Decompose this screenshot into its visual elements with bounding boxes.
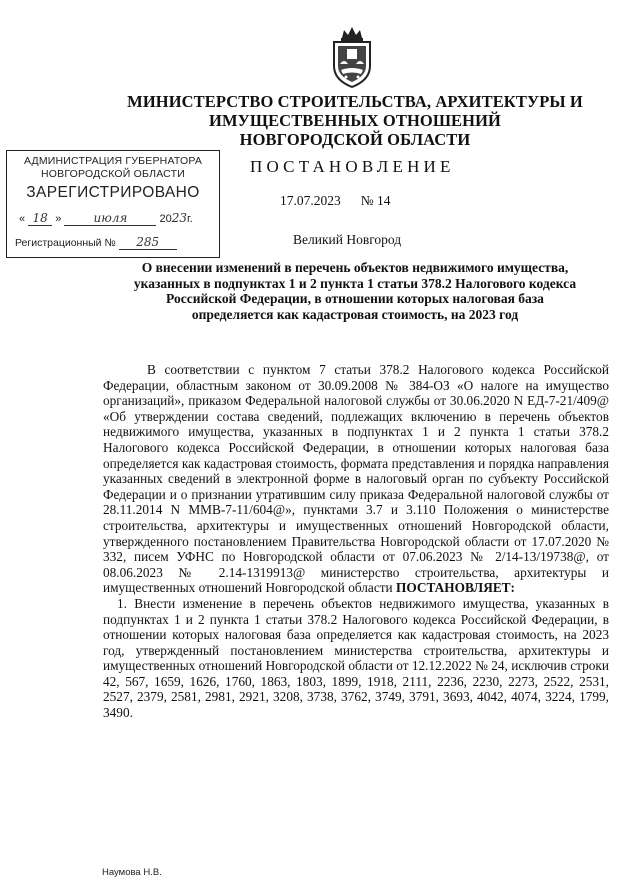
stamp-reg-number: 285 bbox=[119, 235, 177, 250]
stamp-reg-label: Регистрационный № bbox=[15, 237, 116, 249]
subject-line-1: О внесении изменений в перечень объектов недвижимого имущества, bbox=[141, 260, 569, 275]
document-date: 17.07.2023 bbox=[280, 193, 341, 208]
registration-stamp bbox=[6, 150, 220, 258]
ministry-line-1: МИНИСТЕРСТВО СТРОИТЕЛЬСТВА, АРХИТЕКТУРЫ И bbox=[127, 92, 583, 111]
document-date-number bbox=[280, 193, 411, 209]
stamp-quote-close: » bbox=[55, 213, 62, 225]
preamble-text: В соответствии с пунктом 7 статьи 378.2 Налогового кодекса Российской Федерации, областным законом от 30.09.2008 № 384-ОЗ «О налоге на имущество организаций», приказом Федеральной налоговой службы от 30.06.2020 N ЕД-7-21/409@ «Об утверждении состава сведений, подлежащих включению в перечень объектов недвижимого имущества, указанных в подпунктах 1 и 2 пункта 1 статьи 378.2 Налогового кодекса Российской Федерации, в отношении которых налоговая база определяется как кадастровая стоимость, формата представления и порядка направления указанных сведений в электронной форме в налоговый орган по субъекту Российской Федерации и о признании утратившим силу приказа Федеральной налоговой службы от 28.11.2014 N ММВ-7-11/604@», пунктами 3.7 и 3.110 Положения о министерстве строительства, архитектуры и имущественных отношений Новгородской области, утвержденного постановлением Правительства Новгородской области от 17.07.2020 № 332, писем УФНС по Новгородской области от 07.06.2023 № 2/14-13/19738@, от 08.06.2023 № 2.14-1319913@ министерство строительства, архитектуры и имущественных отношений Новгородской области bbox=[103, 362, 609, 596]
ministry-line-3: НОВГОРОДСКОЙ ОБЛАСТИ bbox=[239, 130, 471, 149]
coat-of-arms-icon bbox=[326, 24, 378, 90]
document-number: № 14 bbox=[360, 193, 391, 208]
stamp-year-suffix: 23 bbox=[171, 211, 188, 225]
resolves-word: ПОСТАНОВЛЯЕТ: bbox=[396, 580, 515, 596]
executor-name: Наумова Н.В. bbox=[102, 867, 162, 878]
stamp-quote-open: « bbox=[19, 213, 26, 225]
document-place: Великий Новгород bbox=[293, 232, 402, 247]
stamp-org bbox=[7, 155, 219, 181]
ministry-line-2: ИМУЩЕСТВЕННЫХ ОТНОШЕНИЙ bbox=[209, 111, 501, 130]
document-type: ПОСТАНОВЛЕНИЕ bbox=[250, 157, 455, 176]
stamp-date bbox=[19, 211, 219, 226]
document-body bbox=[103, 362, 609, 721]
ministry-name bbox=[60, 92, 640, 149]
item-1-paragraph: 1. Внести изменение в перечень объектов недвижимого имущества, указанных в подпунктах 1 и 2 пункта 1 статьи 378.2 Налогового кодекса Российской Федерации, в отношении которых налоговая база определяется как кадастровая стоимость, на 2023 год, утвержденный постановлением министерства строительства, архитектуры и имущественных отношений Новгородской области от 12.12.2022 № 24, исключив строки 42, 567, 1659, 1626, 1760, 1863, 1803, 1899, 1918, 2111, 2236, 2230, 2273, 2522, 2531, 2527, 2379, 2581, 2981, 2921, 3208, 3738, 3762, 3749, 3791, 3693, 4042, 4074, 3224, 1799, 3490. bbox=[103, 595, 609, 721]
stamp-registered: ЗАРЕГИСТРИРОВАНО bbox=[26, 184, 200, 201]
stamp-year-mark: г. bbox=[187, 213, 193, 225]
subject-line-2: указанных в подпунктах 1 и 2 пункта 1 статьи 378.2 Налогового кодекса bbox=[133, 275, 577, 291]
stamp-year-prefix: 20 bbox=[159, 213, 172, 225]
stamp-reg-number-row bbox=[15, 235, 215, 250]
stamp-day: 18 bbox=[28, 211, 52, 226]
stamp-month: июля bbox=[64, 211, 156, 226]
subject-line-3: Российской Федерации, в отношении которых налоговая база bbox=[166, 291, 544, 306]
subject-line-4: определяется как кадастровая стоимость, на 2023 год bbox=[191, 306, 519, 322]
document-subject bbox=[90, 260, 620, 322]
stamp-org-line-2: НОВГОРОДСКОЙ ОБЛАСТИ bbox=[41, 168, 185, 180]
stamp-org-line-1: АДМИНИСТРАЦИЯ ГУБЕРНАТОРА bbox=[23, 155, 203, 167]
preamble-paragraph bbox=[103, 362, 609, 596]
